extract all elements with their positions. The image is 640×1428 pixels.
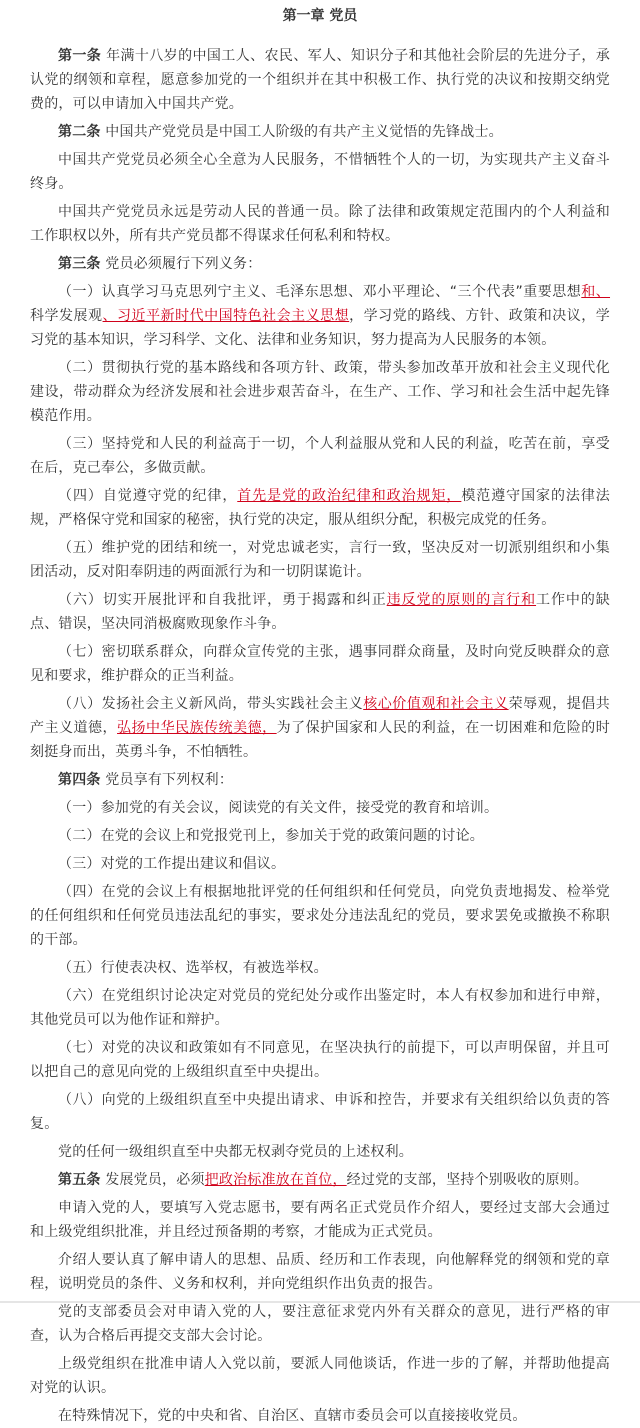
duty-1 — [30, 280, 610, 352]
article-5-paragraph-4: 党的支部委员会对申请入党的人，要注意征求党内外有关群众的意见，进行严格的审查，认为合格后再提交支部大会讨论。 — [30, 1304, 610, 1344]
article-3 — [30, 252, 610, 276]
right-4: （四）在党的会议上有根据地批评党的任何组织和任何党员，向党负责地揭发、检举党的任何组织和任何党员违法乱纪的事实，要求处分违法乱纪的党员，要求罢免或撤换不称职的干部。 — [30, 884, 610, 948]
article-5-paragraph-5: 上级党组织在批准申请人入党以前，要派人同他谈话，作进一步的了解，并帮助他提高对党的认识。 — [30, 1356, 610, 1396]
article-3-text: 党员必须履行下列义务： — [100, 256, 262, 272]
article-2-text: 中国共产党党员是中国工人阶级的有共产主义觉悟的先锋战士。 — [100, 124, 503, 140]
duty-5: （五）维护党的团结和统一，对党忠诚老实，言行一致，坚决反对一切派别组织和小集团活动，反对阳奉阴违的两面派行为和一切阴谋诡计。 — [30, 540, 610, 580]
duty-8-text-b: 荣辱观，提倡共产主义道德， — [30, 696, 611, 736]
article-2 — [30, 120, 610, 144]
duty-4 — [30, 484, 610, 532]
duty-4-highlight: 首先是党的政治纪律和政治规矩， — [237, 488, 462, 504]
article-5-paragraph-6: 在特殊情况下，党的中央和省、自治区、直辖市委员会可以直接接收党员。 — [58, 1408, 527, 1424]
right-6: （六）在党组织讨论决定对党员的党纪处分或作出鉴定时，本人有权参加和进行申辩，其他党员可以为他作证和辩护。 — [30, 988, 610, 1028]
duty-6-highlight: 违反党的原则的言行和 — [386, 592, 537, 608]
duty-7: （七）密切联系群众，向群众宣传党的主张，遇事同群众商量，及时向党反映群众的意见和要求，维护群众的正当利益。 — [30, 644, 610, 684]
duty-6 — [30, 588, 610, 636]
article-5-paragraph-2: 申请入党的人，要填写入党志愿书，要有两名正式党员作介绍人，要经过支部大会通过和上级党组织批准，并且经过预备期的考察，才能成为正式党员。 — [30, 1200, 610, 1240]
article-1 — [30, 44, 610, 116]
duty-1-text-b: 科学发展观 — [30, 308, 103, 324]
article-5-paragraph-3: 介绍人要认真了解申请人的思想、品质、经历和工作表现，向他解释党的纲领和党的章程，说明党员的条件、义务和权利，并向党组织作出负责的报告。 — [30, 1252, 610, 1292]
article-4-tail: 党的任何一级组织直至中央都无权剥夺党员的上述权利。 — [58, 1144, 413, 1160]
duty-4-text-b: 模范遵守国家的法律法规，严格保守党和国家的秘密，执行党的决定，服从组织分配，积极完成党的任务。 — [30, 488, 611, 528]
article-5-text-b: 经过党的支部，坚持个别吸收的原则。 — [346, 1172, 589, 1188]
duty-1-text-a: （一）认真学习马克思列宁主义、毛泽东思想、邓小平理论、“三个代表”重要思想 — [58, 284, 582, 300]
right-1: （一）参加党的有关会议，阅读党的有关文件，接受党的教育和培训。 — [58, 800, 499, 816]
duty-1-highlight-1: 和、 — [581, 284, 611, 300]
article-5-label: 第五条 — [58, 1172, 101, 1188]
article-2-paragraph-3: 中国共产党党员永远是劳动人民的普通一员。除了法律和政策规定范围内的个人利益和工作职权以外，所有共产党员都不得谋求任何私利和特权。 — [30, 204, 610, 244]
duty-6-text-b: 工作中的缺点、错误，坚决同消极腐败现象作斗争。 — [30, 592, 611, 632]
duty-6-text-a: （六）切实开展批评和自我批评，勇于揭露和纠正 — [58, 592, 387, 608]
duty-1-text-c: ，学习党的路线、方针、政策和决议，学习党的基本知识，学习科学、文化、法律和业务知识，努力提高为人民服务的本领。 — [30, 308, 610, 348]
article-2-paragraph-2: 中国共产党党员必须全心全意为人民服务，不惜牺牲个人的一切，为实现共产主义奋斗终身。 — [30, 152, 610, 192]
right-2: （二）在党的会议上和党报党刊上，参加关于党的政策问题的讨论。 — [58, 828, 484, 844]
chapter-title: 第一章 党员 — [282, 8, 358, 24]
article-4-text: 党员享有下列权利： — [100, 772, 234, 788]
duty-1-highlight-2: 、习近平新时代中国特色社会主义思想 — [102, 308, 350, 324]
article-3-label: 第三条 — [58, 256, 101, 272]
article-4 — [30, 768, 610, 792]
duty-8-highlight-1: 核心价值观和社会主义 — [363, 696, 509, 712]
bottom-divider — [0, 1301, 640, 1302]
article-1-text: 年满十八岁的中国工人、农民、军人、知识分子和其他社会阶层的先进分子，承认党的纲领和章程，愿意参加党的一个组织并在其中积极工作、执行党的决议和按期交纳党费的，可以申请加入中国共产党。 — [30, 48, 610, 112]
article-5-highlight: 把政治标准放在首位， — [204, 1172, 347, 1188]
right-8: （八）向党的上级组织直至中央提出请求、申诉和控告，并要求有关组织给以负责的答复。 — [30, 1092, 610, 1132]
duty-8-text-c: 为了保护国家和人民的利益，在一切困难和危险的时刻挺身而出，英勇斗争，不怕牺牲。 — [30, 720, 610, 760]
duty-8-highlight-2: 弘扬中华民族传统美德， — [117, 720, 277, 736]
right-5: （五）行使表决权、选举权，有被选举权。 — [58, 960, 328, 976]
duty-3: （三）坚持党和人民的利益高于一切，个人利益服从党和人民的利益，吃苦在前，享受在后，克己奉公，多做贡献。 — [30, 436, 610, 476]
article-5-text-a: 发展党员，必须 — [100, 1172, 205, 1188]
duty-4-text-a: （四）自觉遵守党的纪律， — [58, 488, 238, 504]
article-5 — [30, 1168, 610, 1192]
article-4-label: 第四条 — [58, 772, 101, 788]
duty-8-text-a: （八）发扬社会主义新风尚，带头实践社会主义 — [58, 696, 364, 712]
article-1-label: 第一条 — [58, 48, 102, 64]
right-3: （三）对党的工作提出建议和倡议。 — [58, 856, 286, 872]
duty-2: （二）贯彻执行党的基本路线和各项方针、政策，带头参加改革开放和社会主义现代化建设，带动群众为经济发展和社会进步艰苦奋斗，在生产、工作、学习和社会生活中起先锋模范作用。 — [30, 360, 610, 424]
duty-8 — [30, 692, 610, 764]
article-2-label: 第二条 — [58, 124, 101, 140]
right-7: （七）对党的决议和政策如有不同意见，在坚决执行的前提下，可以声明保留，并且可以把自己的意见向党的上级组织直至中央提出。 — [30, 1040, 610, 1080]
